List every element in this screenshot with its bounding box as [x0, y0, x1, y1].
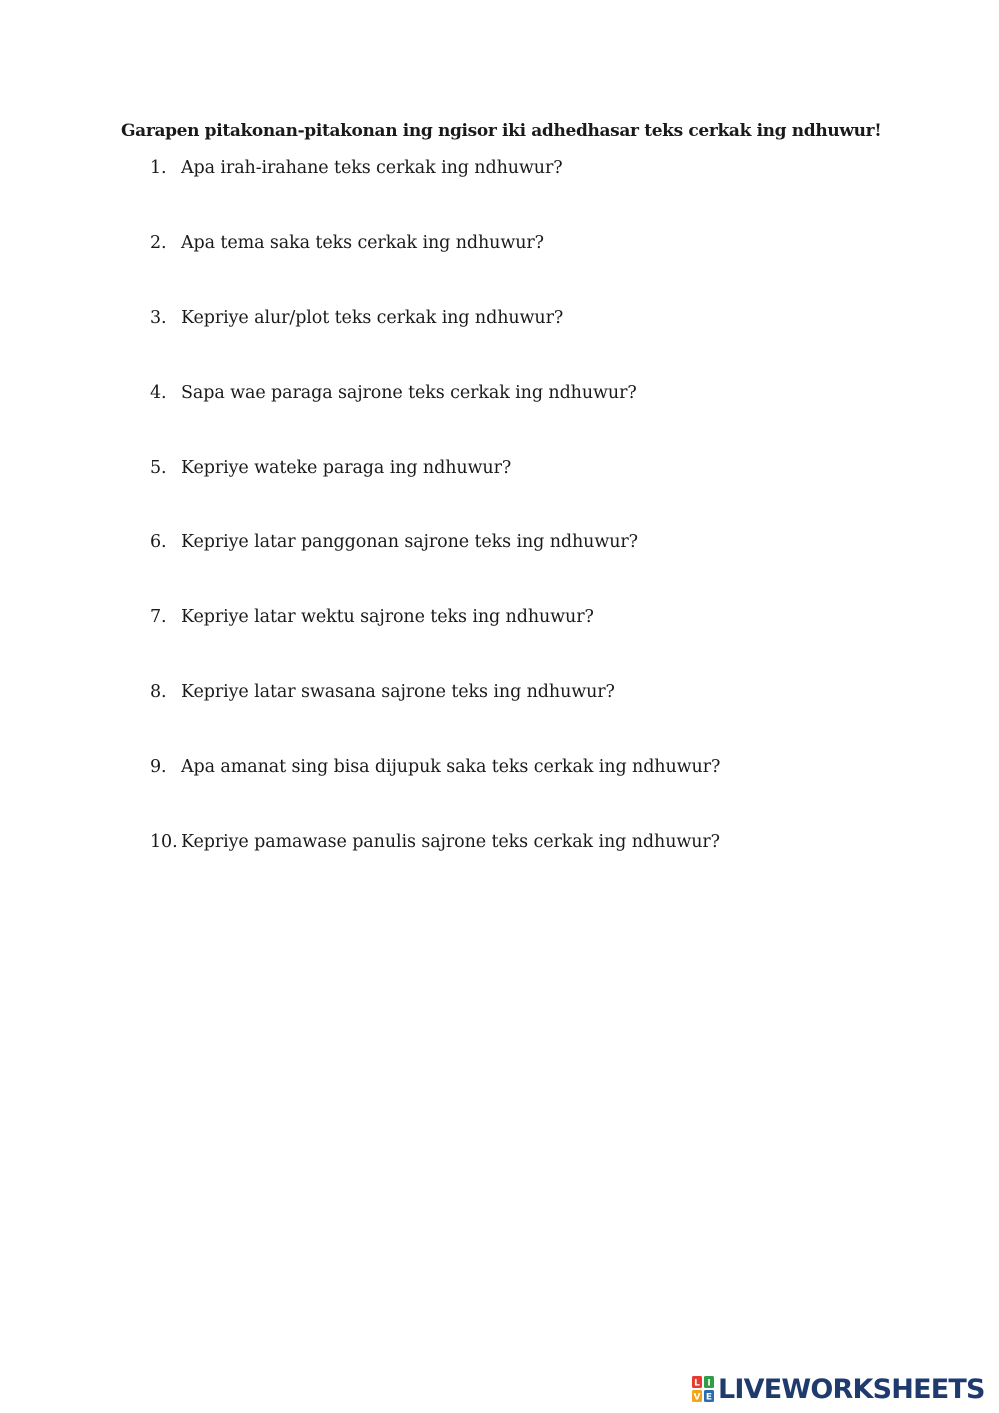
question-item-5 — [150, 458, 720, 533]
question-text: Apa tema saka teks cerkak ing ndhuwur? — [181, 232, 544, 253]
question-number: 6. — [150, 532, 167, 553]
question-text: Kepriye pamawase panulis sajrone teks cerkak ing ndhuwur? — [181, 832, 720, 853]
question-item-4 — [150, 383, 720, 458]
question-item-1 — [150, 158, 720, 233]
question-text: Kepriye wateke paraga ing ndhuwur? — [181, 457, 512, 478]
question-number: 9. — [150, 757, 167, 778]
question-item-7 — [150, 607, 720, 682]
question-text: Kepriye latar wektu sajrone teks ing ndhuwur? — [181, 607, 594, 628]
question-number: 1. — [150, 158, 167, 178]
question-text: Kepriye latar swasana sajrone teks ing ndhuwur? — [181, 682, 615, 703]
question-item-6 — [150, 532, 720, 607]
question-number: 3. — [150, 307, 167, 328]
svg-text:V: V — [693, 1392, 701, 1402]
instruction-heading: Garapen pitakonan-pitakonan ing ngisor iki adhedhasar teks cerkak ing ndhuwur! — [121, 121, 882, 141]
question-number: 5. — [150, 457, 167, 478]
question-text: Kepriye alur/plot teks cerkak ing ndhuwur? — [181, 307, 564, 328]
question-number: 4. — [150, 382, 167, 403]
svg-text:L: L — [694, 1378, 700, 1389]
question-item-8 — [150, 682, 720, 757]
brand-name: LIVEWORKSHEETS — [718, 1373, 985, 1405]
question-number: 8. — [150, 682, 167, 703]
question-item-2 — [150, 233, 720, 308]
liveworksheets-logo-icon — [692, 1376, 714, 1402]
question-text: Sapa wae paraga sajrone teks cerkak ing ndhuwur? — [181, 382, 637, 403]
svg-text:E: E — [705, 1392, 713, 1402]
question-item-3 — [150, 308, 720, 383]
question-text: Apa irah-irahane teks cerkak ing ndhuwur? — [181, 158, 563, 178]
question-number: 7. — [150, 607, 167, 628]
liveworksheets-watermark — [692, 1374, 992, 1404]
question-item-10 — [150, 832, 720, 907]
svg-text:I: I — [707, 1378, 711, 1389]
question-item-9 — [150, 757, 720, 832]
question-number: 2. — [150, 232, 167, 253]
question-list — [150, 158, 720, 907]
question-text: Apa amanat sing bisa dijupuk saka teks cerkak ing ndhuwur? — [181, 757, 721, 778]
question-text: Kepriye latar panggonan sajrone teks ing ndhuwur? — [181, 532, 638, 553]
question-number: 10. — [150, 832, 178, 853]
